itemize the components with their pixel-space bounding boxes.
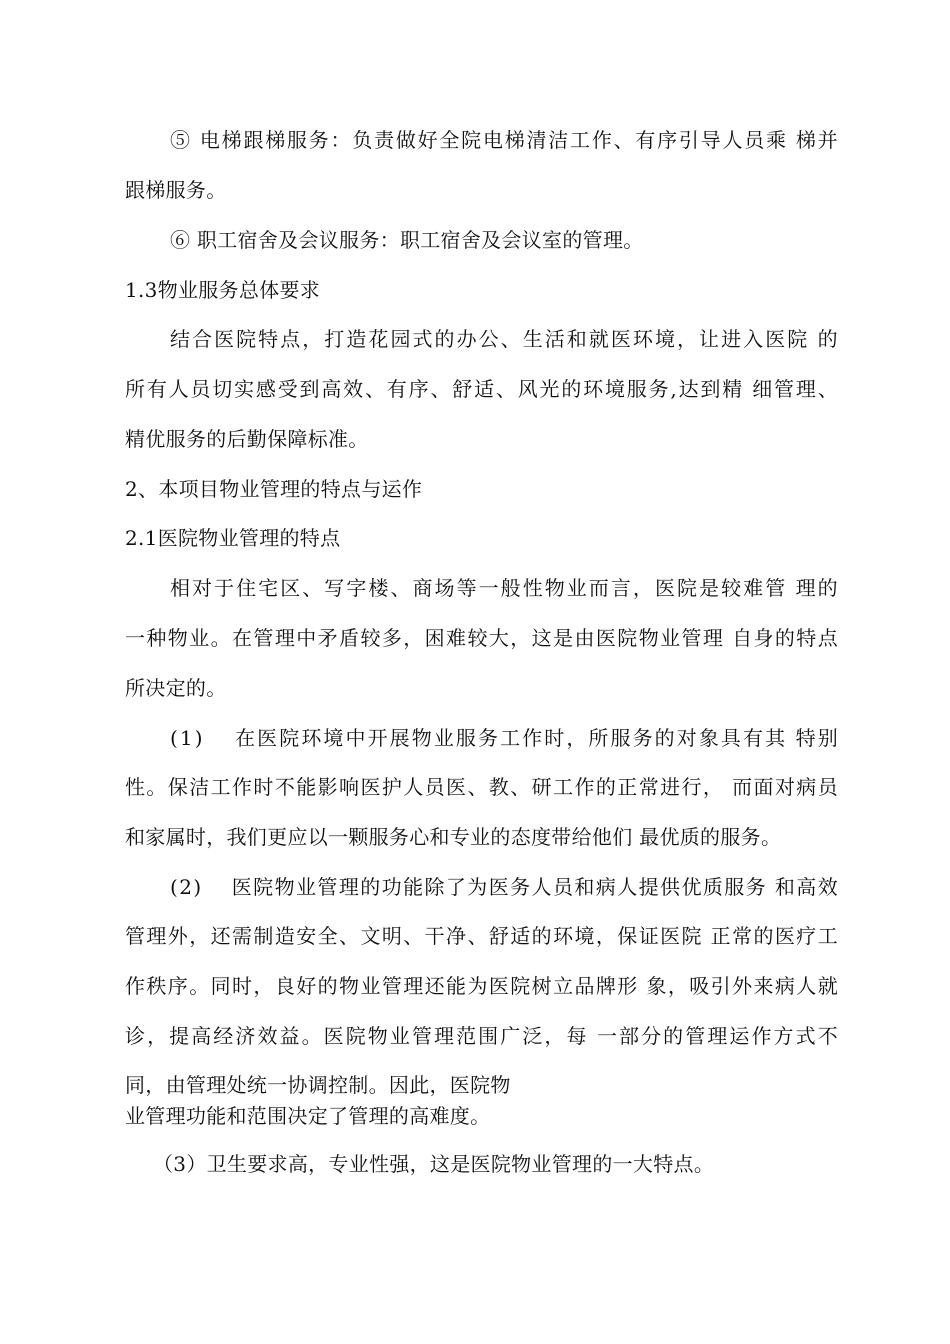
paragraph-line: (2) 医院物业管理的功能除了为医务人员和病人提供优质服务 和高效 <box>170 875 840 899</box>
paragraph-line: 结合医院特点，打造花园式的办公、生活和就医环境，让进入医院 的 <box>170 327 840 351</box>
section-heading: 2、本项目物业管理的特点与运作 <box>125 477 423 501</box>
paragraph-line: 相对于住宅区、写字楼、商场等一般性物业而言，医院是较难管 理的 <box>170 576 840 600</box>
paragraph-line: 所有人员切实感受到高效、有序、舒适、风光的环境服务,达到精 细管理、 <box>125 377 840 401</box>
paragraph-line: 性。保洁工作时不能影响医护人员医、教、研工作的正常进行， 而面对病员 <box>125 775 840 799</box>
paragraph-line: (1) 在医院环境中开展物业服务工作时，所服务的对象具有其 特别 <box>170 726 840 750</box>
paragraph-line: 诊，提高经济效益。医院物业管理范围广泛，每 一部分的管理运作方式不 <box>125 1024 840 1048</box>
section-heading: 2.1医院物业管理的特点 <box>125 526 341 550</box>
paragraph-line: ⑤ 电梯跟梯服务：负责做好全院电梯清洁工作、有序引导人员乘 梯并 <box>170 128 840 152</box>
paragraph-line: 跟梯服务。 <box>125 178 227 202</box>
paragraph-line: 所决定的。 <box>125 676 227 700</box>
paragraph-line: 一种物业。在管理中矛盾较多，困难较大，这是由医院物业管理 自身的特点 <box>125 626 840 650</box>
paragraph-line: （3）卫生要求高，专业性强，这是医院物业管理的一大特点。 <box>153 1152 715 1176</box>
section-heading: 1.3物业服务总体要求 <box>125 278 321 302</box>
paragraph-line: 精优服务的后勤保障标准。 <box>125 427 369 451</box>
paragraph-line: ⑥ 职工宿舍及会议服务：职工宿舍及会议室的管理。 <box>170 228 644 252</box>
paragraph-line: 管理外，还需制造安全、文明、干净、舒适的环境，保证医院 正常的医疗工 <box>125 924 840 948</box>
paragraph-line: 作秩序。同时，良好的物业管理还能为医院树立品牌形 象，吸引外来病人就 <box>125 974 840 998</box>
paragraph-line: 业管理功能和范围决定了管理的高难度。 <box>125 1104 491 1128</box>
paragraph-line: 和家属时，我们更应以一颗服务心和专业的态度带给他们 最优质的服务。 <box>125 825 782 849</box>
paragraph-line: 同，由管理处统一协调控制。因此，医院物 <box>125 1073 511 1097</box>
